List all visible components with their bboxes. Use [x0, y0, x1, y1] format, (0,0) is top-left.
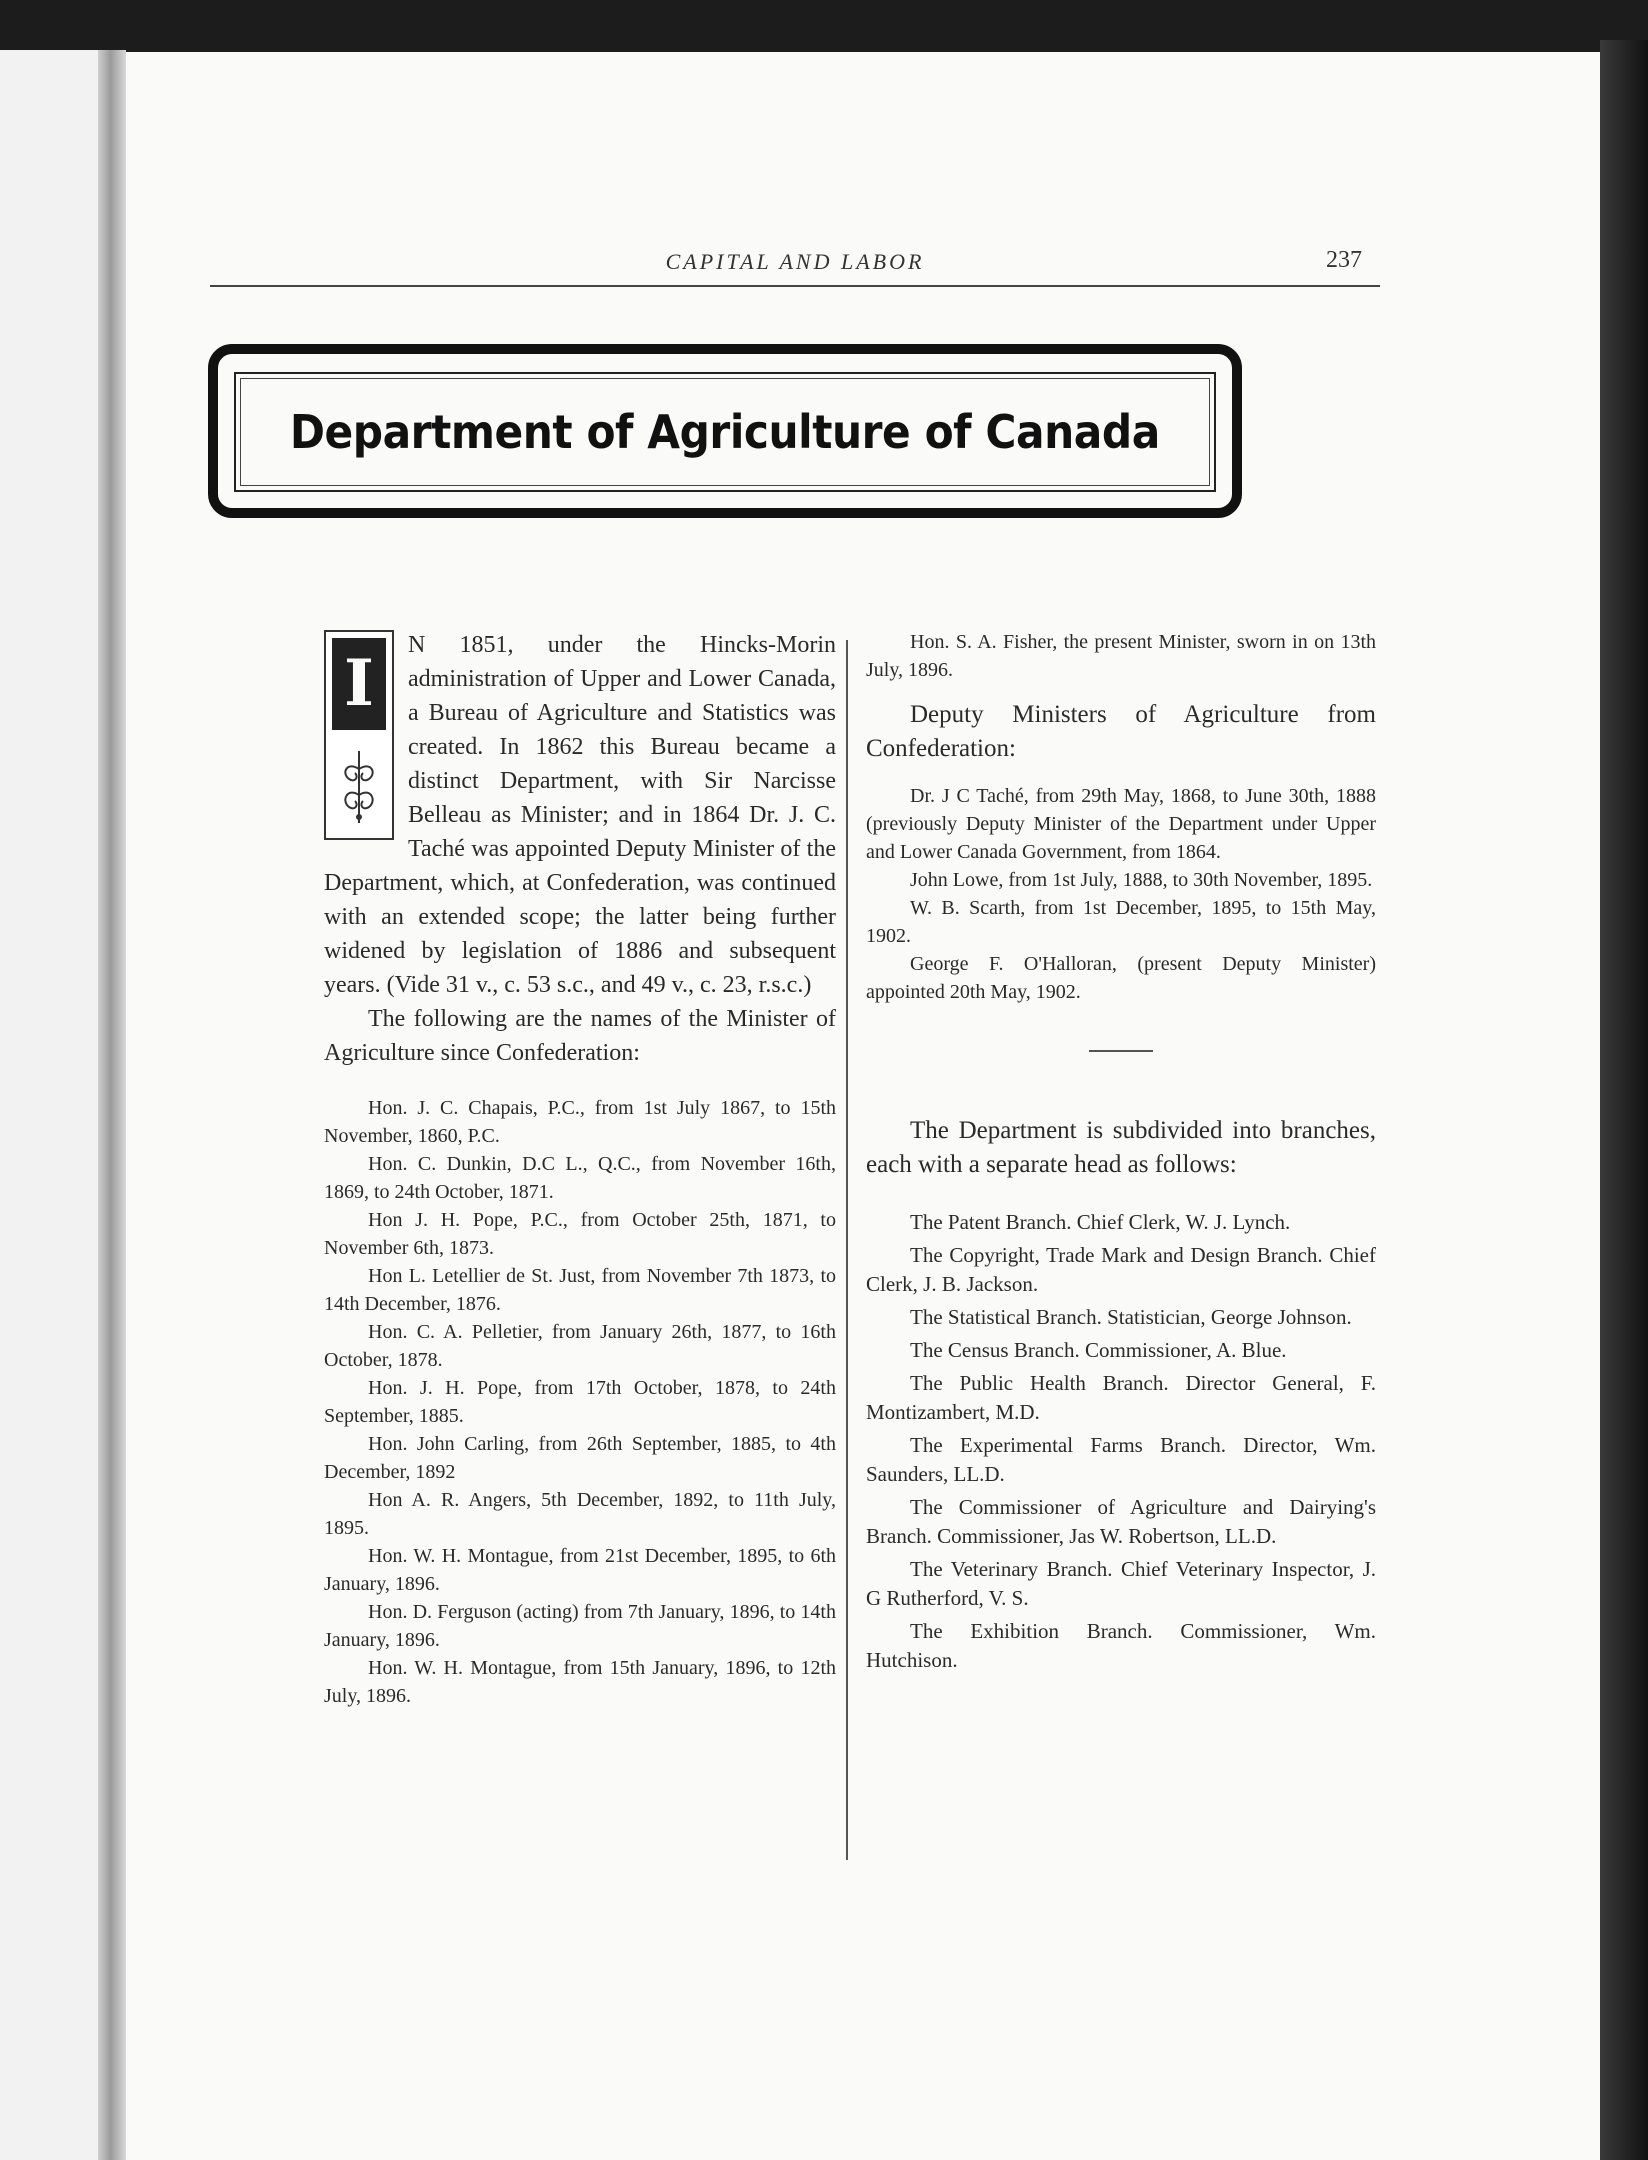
list-item: Hon. D. Ferguson (acting) from 7th January, 1896, to 14th January, 1896. — [324, 1601, 836, 1651]
running-title: CAPITAL AND LABOR — [665, 249, 925, 274]
branches-list — [866, 1208, 1376, 1675]
intro-section — [324, 628, 836, 1002]
drop-cap-letter: I — [332, 638, 386, 730]
page-number: 237 — [1326, 247, 1362, 273]
list-item: The Public Health Branch. Director General, F. Montizambert, M.D. — [866, 1371, 1376, 1424]
list-item: The Veterinary Branch. Chief Veterinary Inspector, J. G Rutherford, V. S. — [866, 1557, 1376, 1610]
list-item: Hon. W. H. Montague, from 21st December, 1895, to 6th January, 1896. — [324, 1545, 836, 1595]
ministers-heading: The following are the names of the Minister of Agriculture since Confederation: — [324, 1006, 836, 1066]
deputy-heading: Deputy Ministers of Agriculture from Confederation: — [866, 701, 1376, 762]
drop-cap — [324, 630, 394, 840]
list-item: John Lowe, from 1st July, 1888, to 30th November, 1895. — [910, 869, 1373, 891]
list-item: Hon A. R. Angers, 5th December, 1892, to 11th July, 1895. — [324, 1489, 836, 1539]
list-item: Hon. J. H. Pope, from 17th October, 1878, to 24th September, 1885. — [324, 1377, 836, 1427]
list-item: Hon. W. H. Montague, from 15th January, 1896, to 12th July, 1896. — [324, 1657, 836, 1707]
list-item: The Copyright, Trade Mark and Design Branch. Chief Clerk, J. B. Jackson. — [866, 1243, 1376, 1296]
facing-page — [0, 50, 112, 2160]
list-item: Hon J. H. Pope, P.C., from October 25th, 1871, to November 6th, 1873. — [324, 1209, 836, 1259]
ornament-icon — [332, 742, 386, 832]
list-item: Hon. J. C. Chapais, P.C., from 1st July 1867, to 15th November, 1860, P.C. — [324, 1097, 836, 1147]
list-item: George F. O'Halloran, (present Deputy Minister) appointed 20th May, 1902. — [866, 953, 1376, 1003]
page-edge — [1600, 40, 1648, 2160]
title-banner-inner — [234, 372, 1216, 492]
list-item: Hon. C. Dunkin, D.C L., Q.C., from November 16th, 1869, to 24th October, 1871. — [324, 1153, 836, 1203]
list-item: Hon. John Carling, from 26th September, 1885, to 4th December, 1892 — [324, 1433, 836, 1483]
list-item: The Census Branch. Commissioner, A. Blue. — [910, 1338, 1287, 1362]
book-gutter — [98, 50, 126, 2160]
list-item: The Experimental Farms Branch. Director, Wm. Saunders, LL.D. — [866, 1433, 1376, 1486]
list-item: The Commissioner of Agriculture and Dairying's Branch. Commissioner, Jas W. Robertson, LL.D. — [866, 1495, 1376, 1548]
column-divider — [846, 640, 848, 1860]
left-column — [324, 628, 836, 1710]
list-item: The Statistical Branch. Statistician, George Johnson. — [910, 1305, 1352, 1329]
list-item: The Exhibition Branch. Commissioner, Wm. Hutchison. — [866, 1619, 1376, 1672]
list-item: The Patent Branch. Chief Clerk, W. J. Lynch. — [910, 1210, 1291, 1234]
intro-paragraph: N 1851, under the Hincks-Morin administration of Upper and Lower Canada, a Bureau of Agriculture and Statistics was created. In 1862 this Bureau became a distinct Department, with Sir Narcisse Belleau as Minister; and in 1864 Dr. J. C. Taché was appointed Deputy Minister of the Department, which, at Confederation, was continued with an extended scope; the latter being further widened by legislation of 1886 and subsequent years. (Vide 31 v., c. 53 s.c., and 49 v., c. 23, r.s.c.) — [324, 632, 836, 998]
list-item: Hon L. Letellier de St. Just, from November 7th 1873, to 14th December, 1876. — [324, 1265, 836, 1315]
running-header — [210, 245, 1380, 287]
title-banner — [208, 344, 1242, 518]
list-item: Hon. C. A. Pelletier, from January 26th, 1877, to 16th October, 1878. — [324, 1321, 836, 1371]
list-item: Dr. J C Taché, from 29th May, 1868, to June 30th, 1888 (previously Deputy Minister of the Department under Upper and Lower Canada Government, from 1864. — [866, 785, 1376, 863]
right-column — [866, 628, 1376, 1679]
ministers-list — [324, 1094, 836, 1710]
list-item: W. B. Scarth, from 1st December, 1895, to 15th May, 1902. — [866, 897, 1376, 947]
branches-intro: The Department is subdivided into branches, each with a separate head as follows: — [866, 1117, 1376, 1178]
deputies-list — [866, 782, 1376, 1006]
section-divider — [1089, 1050, 1153, 1052]
present-minister: Hon. S. A. Fisher, the present Minister, sworn in on 13th July, 1896. — [866, 631, 1376, 681]
page-title: Department of Agriculture of Canada — [290, 405, 1160, 459]
